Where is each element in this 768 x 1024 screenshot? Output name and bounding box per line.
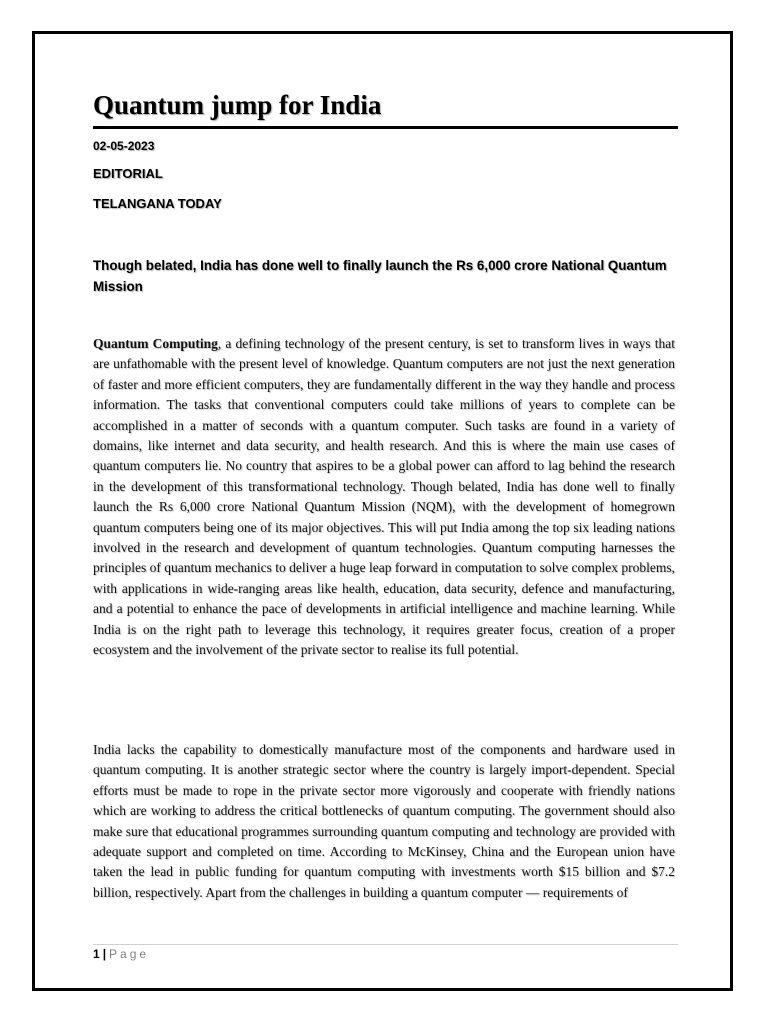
document-title: Quantum jump for India — [93, 90, 382, 120]
title-underline — [93, 126, 678, 129]
page-label: Page — [109, 947, 150, 961]
source-name: TELANGANA TODAY — [93, 196, 222, 211]
paragraph-1-text: , a defining technology of the present century, is set to transform lives in ways that are unfathomable with the present level of knowledge. Quantum computers are not just the next generation of faster and more efficient computers, they are fundamentally different in the way they handle and process information. The tasks that conventional computers could take millions of years to complete can be accomplished in a matter of seconds with a quantum computer. Such tasks are found in a variety of domains, like internet and data security, and health research. And this is where the main use cases of quantum computers lie. No country that aspires to be a global power can afford to lag behind the research in the development of this transformational technology. Though belated, India has done well to finally launch the Rs 6,000 crore National Quantum Mission (NQM), with the development of homegrown quantum computers being one of its major objectives. This will put India among the top six leading nations involved in the research and development of quantum technologies. Quantum computing harnesses the principles of quantum mechanics to deliver a huge leap forward in computation to solve complex problems, with applications in wide-ranging areas like health, education, data security, defence and manufacturing, and a potential to enhance the pace of developments in artificial intelligence and machine learning. While India is on the right path to leverage this technology, it requires greater focus, creation of a proper ecosystem and the involvement of the private sector to realise its full potential. — [93, 336, 675, 658]
section-label: EDITORIAL — [93, 166, 163, 181]
footer-divider — [93, 944, 678, 945]
body-paragraph-1 — [93, 334, 675, 661]
page-footer — [93, 947, 149, 961]
page-number: 1 — [93, 947, 100, 961]
publication-date: 02-05-2023 — [93, 139, 155, 153]
footer-separator: | — [102, 947, 107, 961]
body-paragraph-2: India lacks the capability to domestically manufacture most of the components and hardware used in quantum computing. It is another strategic sector where the country is largely import-dependent. Special efforts must be made to rope in the private sector more vigorously and cooperate with friendly nations which are working to address the critical bottlenecks of quantum computing. The government should also make sure that educational programmes surrounding quantum computing and technology are provided with adequate support and completed on time. According to McKinsey, China and the European union have taken the lead in public funding for quantum computing with investments worth $15 billion and $7.2 billion, respectively. Apart from the challenges in building a quantum computer — requirements of — [93, 742, 675, 900]
paragraph-lead-term: Quantum Computing — [93, 336, 218, 351]
subheading: Though belated, India has done well to finally launch the Rs 6,000 crore National Quantum Mission — [93, 258, 667, 294]
